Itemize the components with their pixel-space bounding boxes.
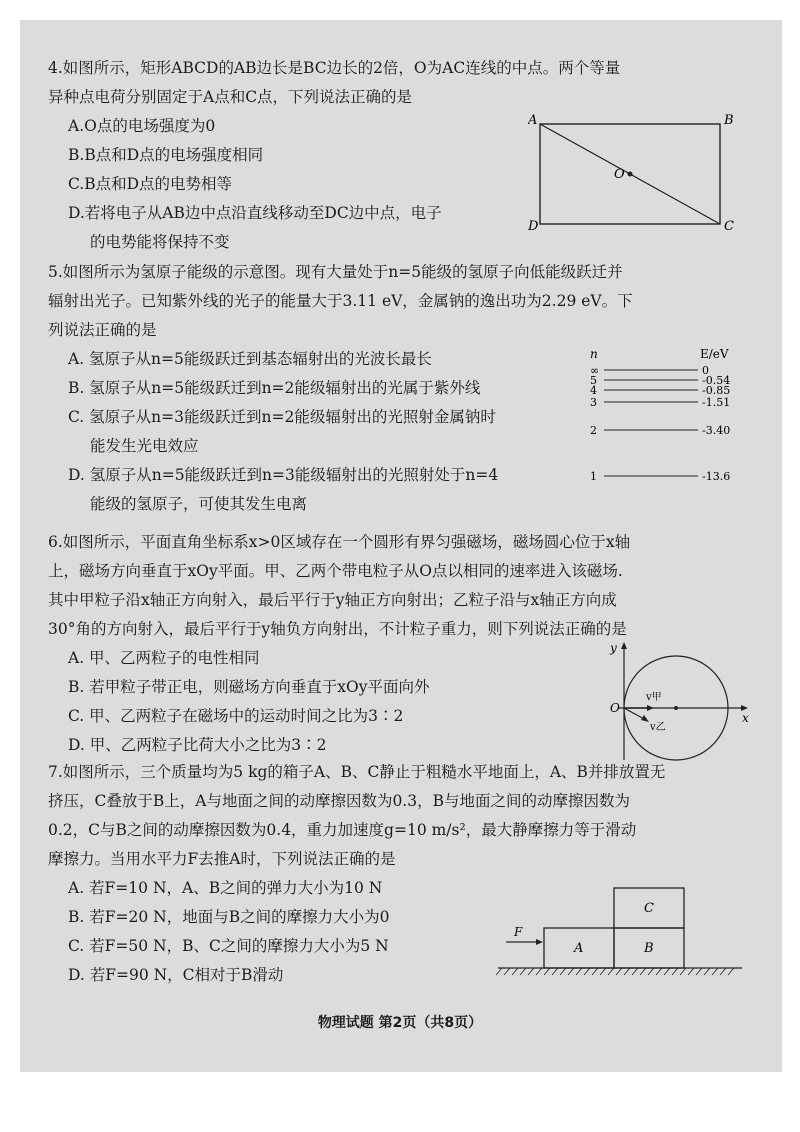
q4-option-d: D.若将电子从AB边中点沿直线移动至DC边中点，电子 (68, 204, 442, 222)
q6-label-v1: v甲 (646, 692, 662, 703)
q7-stem-line-4: 摩擦力。当用水平力F去推A时，下列说法正确的是 (48, 850, 396, 868)
q5-stem-line-2: 辐射出光子。已知紫外线的光子的能量大于3.11 eV，金属钠的逸出功为2.29 eV。下 (48, 292, 633, 310)
q5-level-n-3: 3 (590, 396, 597, 409)
q5-level-n-2: 4 (590, 384, 597, 397)
ground-hatch-mark (704, 968, 710, 975)
q5-stem-line-1: 5.如图所示为氢原子能级的示意图。现有大量处于n=5能级的氢原子向低能级跃迁并 (48, 263, 623, 281)
q7-boxes-figure (494, 884, 746, 980)
q4-option-c: C.B点和D点的电势相等 (68, 175, 233, 193)
q4-label-o: O (614, 167, 625, 182)
ground-hatch-mark (560, 968, 566, 975)
q5-level-e-2: -0.85 (702, 384, 731, 397)
q7-option-d: D. 若F=90 N，C相对于B滑动 (68, 966, 284, 984)
q5-level-n-5: 1 (590, 470, 597, 483)
q4-label-a: A (528, 113, 538, 128)
ground-hatch-mark (712, 968, 718, 975)
q4-label-d: D (528, 219, 539, 234)
q5-level-e-0: 0 (702, 364, 709, 377)
ground-hatch-mark (512, 968, 518, 975)
ground-hatch-mark (544, 968, 550, 975)
q6-stem-line-3: 其中甲粒子沿x轴正方向射入，最后平行于y轴正方向射出；乙粒子沿与x轴正方向成 (48, 591, 617, 609)
q6-option-a: A. 甲、乙两粒子的电性相同 (68, 649, 260, 667)
q5-option-c-cont: 能发生光电效应 (90, 437, 199, 455)
q5-option-d-cont: 能级的氢原子，可使其发生电离 (90, 495, 308, 513)
ground-hatch-mark (592, 968, 598, 975)
q5-level-e-3: -1.51 (702, 396, 731, 409)
q4-stem-line-2: 异种点电荷分别固定于A点和C点，下列说法正确的是 (48, 88, 413, 106)
q5-e-header: E/eV (700, 347, 729, 361)
ground-hatch-mark (616, 968, 622, 975)
ground-hatch-mark (496, 968, 502, 975)
q5-level-e-4: -3.40 (702, 424, 731, 437)
ground-hatch-mark (520, 968, 526, 975)
q7-stem-line-3: 0.2，C与B之间的动摩擦因数为0.4，重力加速度g=10 m/s²，最大静摩擦力等于滑动 (48, 821, 637, 839)
ground-hatch-mark (600, 968, 606, 975)
q7-label-f: F (514, 925, 523, 939)
q5-level-n-0: ∞ (590, 364, 600, 377)
q6-stem-line-1: 6.如图所示，平面直角坐标系x>0区域存在一个圆形有界匀强磁场，磁场圆心位于x轴 (48, 533, 631, 551)
ground-hatch-mark (664, 968, 670, 975)
q5-level-e-1: -0.54 (702, 374, 731, 387)
q5-option-b: B. 氢原子从n=5能级跃迁到n=2能级辐射出的光属于紫外线 (68, 379, 481, 397)
ground-hatch-mark (584, 968, 590, 975)
q4-option-b: B.B点和D点的电场强度相同 (68, 146, 264, 164)
q6-option-c: C. 甲、乙两粒子在磁场中的运动时间之比为3∶2 (68, 707, 404, 725)
q6-option-d: D. 甲、乙两粒子比荷大小之比为3∶2 (68, 736, 327, 754)
ground-hatch-mark (632, 968, 638, 975)
q7-stem-line-2: 挤压，C叠放于B上，A与地面之间的动摩擦因数为0.3，B与地面之间的动摩擦因数为 (48, 792, 630, 810)
q7-label-a: A (574, 941, 584, 956)
ground-hatch-mark (624, 968, 630, 975)
ground-hatch-mark (656, 968, 662, 975)
q6-label-x: x (742, 711, 749, 725)
ground-hatch-mark (640, 968, 646, 975)
q7-stem-line-1: 7.如图所示，三个质量均为5 kg的箱子A、B、C静止于粗糙水平地面上，A、B并排放置无 (48, 763, 666, 781)
q5-level-n-4: 2 (590, 424, 597, 437)
q7-option-c: C. 若F=50 N，B、C之间的摩擦力大小为5 N (68, 937, 389, 955)
ground-hatch-mark (680, 968, 686, 975)
q6-stem-line-4: 30°角的方向射入，最后平行于y轴负方向射出，不计粒子重力，则下列说法正确的是 (48, 620, 627, 638)
q7-option-a: A. 若F=10 N，A、B之间的弹力大小为10 N (68, 879, 383, 897)
q5-level-n-1: 5 (590, 374, 597, 387)
q5-option-c: C. 氢原子从n=3能级跃迁到n=2能级辐射出的光照射金属钠时 (68, 408, 496, 426)
ground-hatch-mark (576, 968, 582, 975)
ground-hatch-mark (648, 968, 654, 975)
ground-hatch-mark (672, 968, 678, 975)
q4-label-c: C (724, 219, 734, 234)
ground-hatch-mark (536, 968, 542, 975)
q7-option-b: B. 若F=20 N，地面与B之间的摩擦力大小为0 (68, 908, 390, 926)
q6-label-o: O (610, 701, 620, 715)
ground-hatch-mark (568, 968, 574, 975)
q5-option-d: D. 氢原子从n=5能级跃迁到n=3能级辐射出的光照射处于n=4 (68, 466, 499, 484)
q5-n-header: n (590, 347, 598, 361)
q6-stem-line-2: 上，磁场方向垂直于xOy平面。甲、乙两个带电粒子从O点以相同的速率进入该磁场. (48, 562, 623, 580)
q4-label-b: B (724, 113, 734, 128)
q5-stem-line-3: 列说法正确的是 (48, 321, 157, 339)
ground-hatch-mark (728, 968, 734, 975)
page-footer: 物理试题 第2页（共8页） (317, 1015, 483, 1031)
ground-hatch-mark (688, 968, 694, 975)
q4-stem-line-1: 4.如图所示，矩形ABCD的AB边长是BC边长的2倍，O为AC连线的中点。两个等量 (48, 59, 621, 77)
ground-hatch-mark (720, 968, 726, 975)
q7-label-c: C (644, 901, 654, 916)
ground-hatch-mark (696, 968, 702, 975)
q5-energy-level-diagram (586, 346, 756, 486)
ground-hatch-mark (608, 968, 614, 975)
q5-level-e-5: -13.6 (702, 470, 731, 483)
q4-option-a: A.O点的电场强度为0 (68, 117, 216, 135)
q6-magnetic-field-figure (604, 640, 754, 766)
q4-option-d-cont: 的电势能将保持不变 (90, 233, 230, 251)
q5-option-a: A. 氢原子从n=5能级跃迁到基态辐射出的光波长最长 (68, 350, 432, 368)
q6-label-v2: v乙 (650, 722, 666, 733)
ground-hatch-mark (504, 968, 510, 975)
ground-hatch-mark (552, 968, 558, 975)
q4-rectangle-figure (528, 112, 743, 234)
q7-label-b: B (644, 941, 654, 956)
q6-option-b: B. 若甲粒子带正电，则磁场方向垂直于xOy平面向外 (68, 678, 430, 696)
ground-hatch-mark (528, 968, 534, 975)
q6-label-y: y (610, 641, 617, 655)
